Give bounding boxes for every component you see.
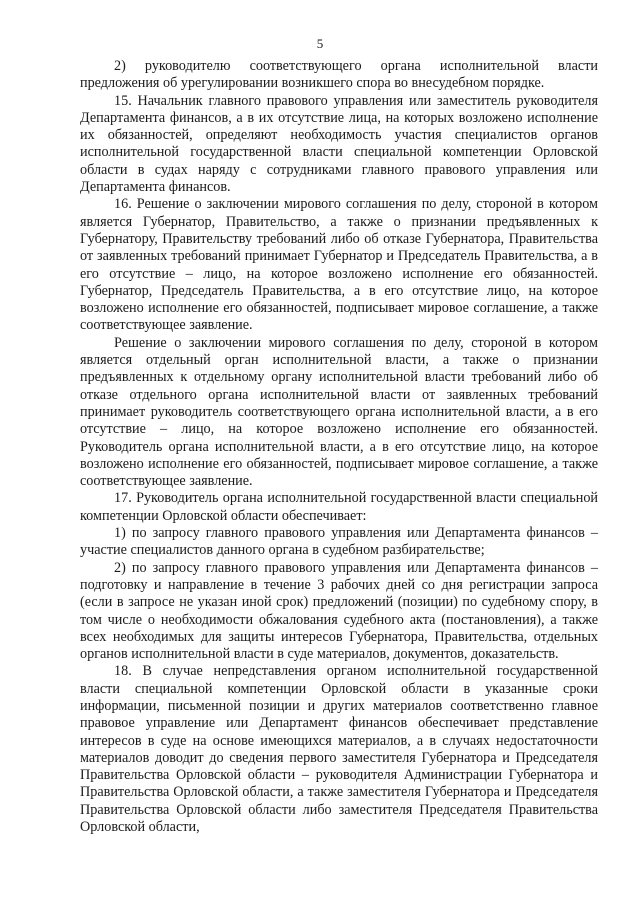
document-body [80,58,598,836]
paragraph-17-item-2: 2) по запросу главного правового управления или Департамента финансов – подготовку и направление в течение 3 рабочих дней со дня регистрации запроса (если в запросе не указан иной срок) предложений (позиции) по судебному спору, в том числе о необходимости обжалования судебного акта (постановления), а также всех необходимых для защиты интересов Губернатора, Правительства, отдельных органов исполнительной власти в суде материалов, документов, доказательств. [80,559,598,663]
paragraph-15: 15. Начальник главного правового управления или заместитель руководителя Департамента финансов, а в их отсутствие лица, на которых возложено исполнение их обязанностей, определяют необходимость участия специалистов органов исполнительной государственной власти специальной компетенции Орловской области в судах наряду с сотрудниками главного правового управления или Департамента финансов. [80,92,598,196]
paragraph-17: 17. Руководитель органа исполнительной государственной власти специальной компетенции Орловской области обеспечивает: [80,490,598,524]
paragraph-17-item-1: 1) по запросу главного правового управления или Департамента финансов – участие специалистов данного органа в судебном разбирательстве; [80,525,598,559]
page-number: 5 [316,36,324,51]
paragraph-16-continued: Решение о заключении мирового соглашения по делу, стороной в котором является отдельный орган исполнительной власти, а также о признании предъявленных к отдельному органу исполнительной власти требований либо об отказе отдельного органа исполнительной власти от заявленных требований принимает руководитель соответствующего органа исполнительной власти, а в его отсутствие – лицо, на которое возложено исполнение его обязанностей. Руководитель органа исполнительной власти, а в его отсутствие лицо, на которое возложено исполнение его обязанностей, подписывает мировое соглашение, а также соответствующее заявление. [80,334,598,490]
paragraph-item-2: 2) руководителю соответствующего органа исполнительной власти предложения об урегулировании возникшего спора во внесудебном порядке. [80,58,598,92]
paragraph-18: 18. В случае непредставления органом исполнительной государственной власти специальной компетенции Орловской области в указанные сроки информации, письменной позиции и других материалов соответственно главное правовое управление или Департамент финансов обеспечивает представление интересов в суде на основе имеющихся материалов, а в случаях недостаточности материалов доводит до сведения первого заместителя Губернатора и Председателя Правительства Орловской области – руководителя Администрации Губернатора и Правительства Орловской области, а также заместителя Губернатора и Председателя Правительства Орловской области либо заместителя Председателя Правительства Орловской области, [80,663,598,836]
paragraph-16: 16. Решение о заключении мирового соглашения по делу, стороной в котором является Губернатор, Правительство, а также о признании предъявленных к Губернатору, Правительству требований либо об отказе Губернатора, Правительства от заявленных требований принимает Губернатор и Председатель Правительства, а в его отсутствие – лицо, на которое возложено исполнение его обязанностей. Губернатор, Председатель Правительства, а в его отсутствие лицо, на которое возложено исполнение его обязанностей, подписывает мировое соглашение, а также соответствующее заявление. [80,196,598,334]
